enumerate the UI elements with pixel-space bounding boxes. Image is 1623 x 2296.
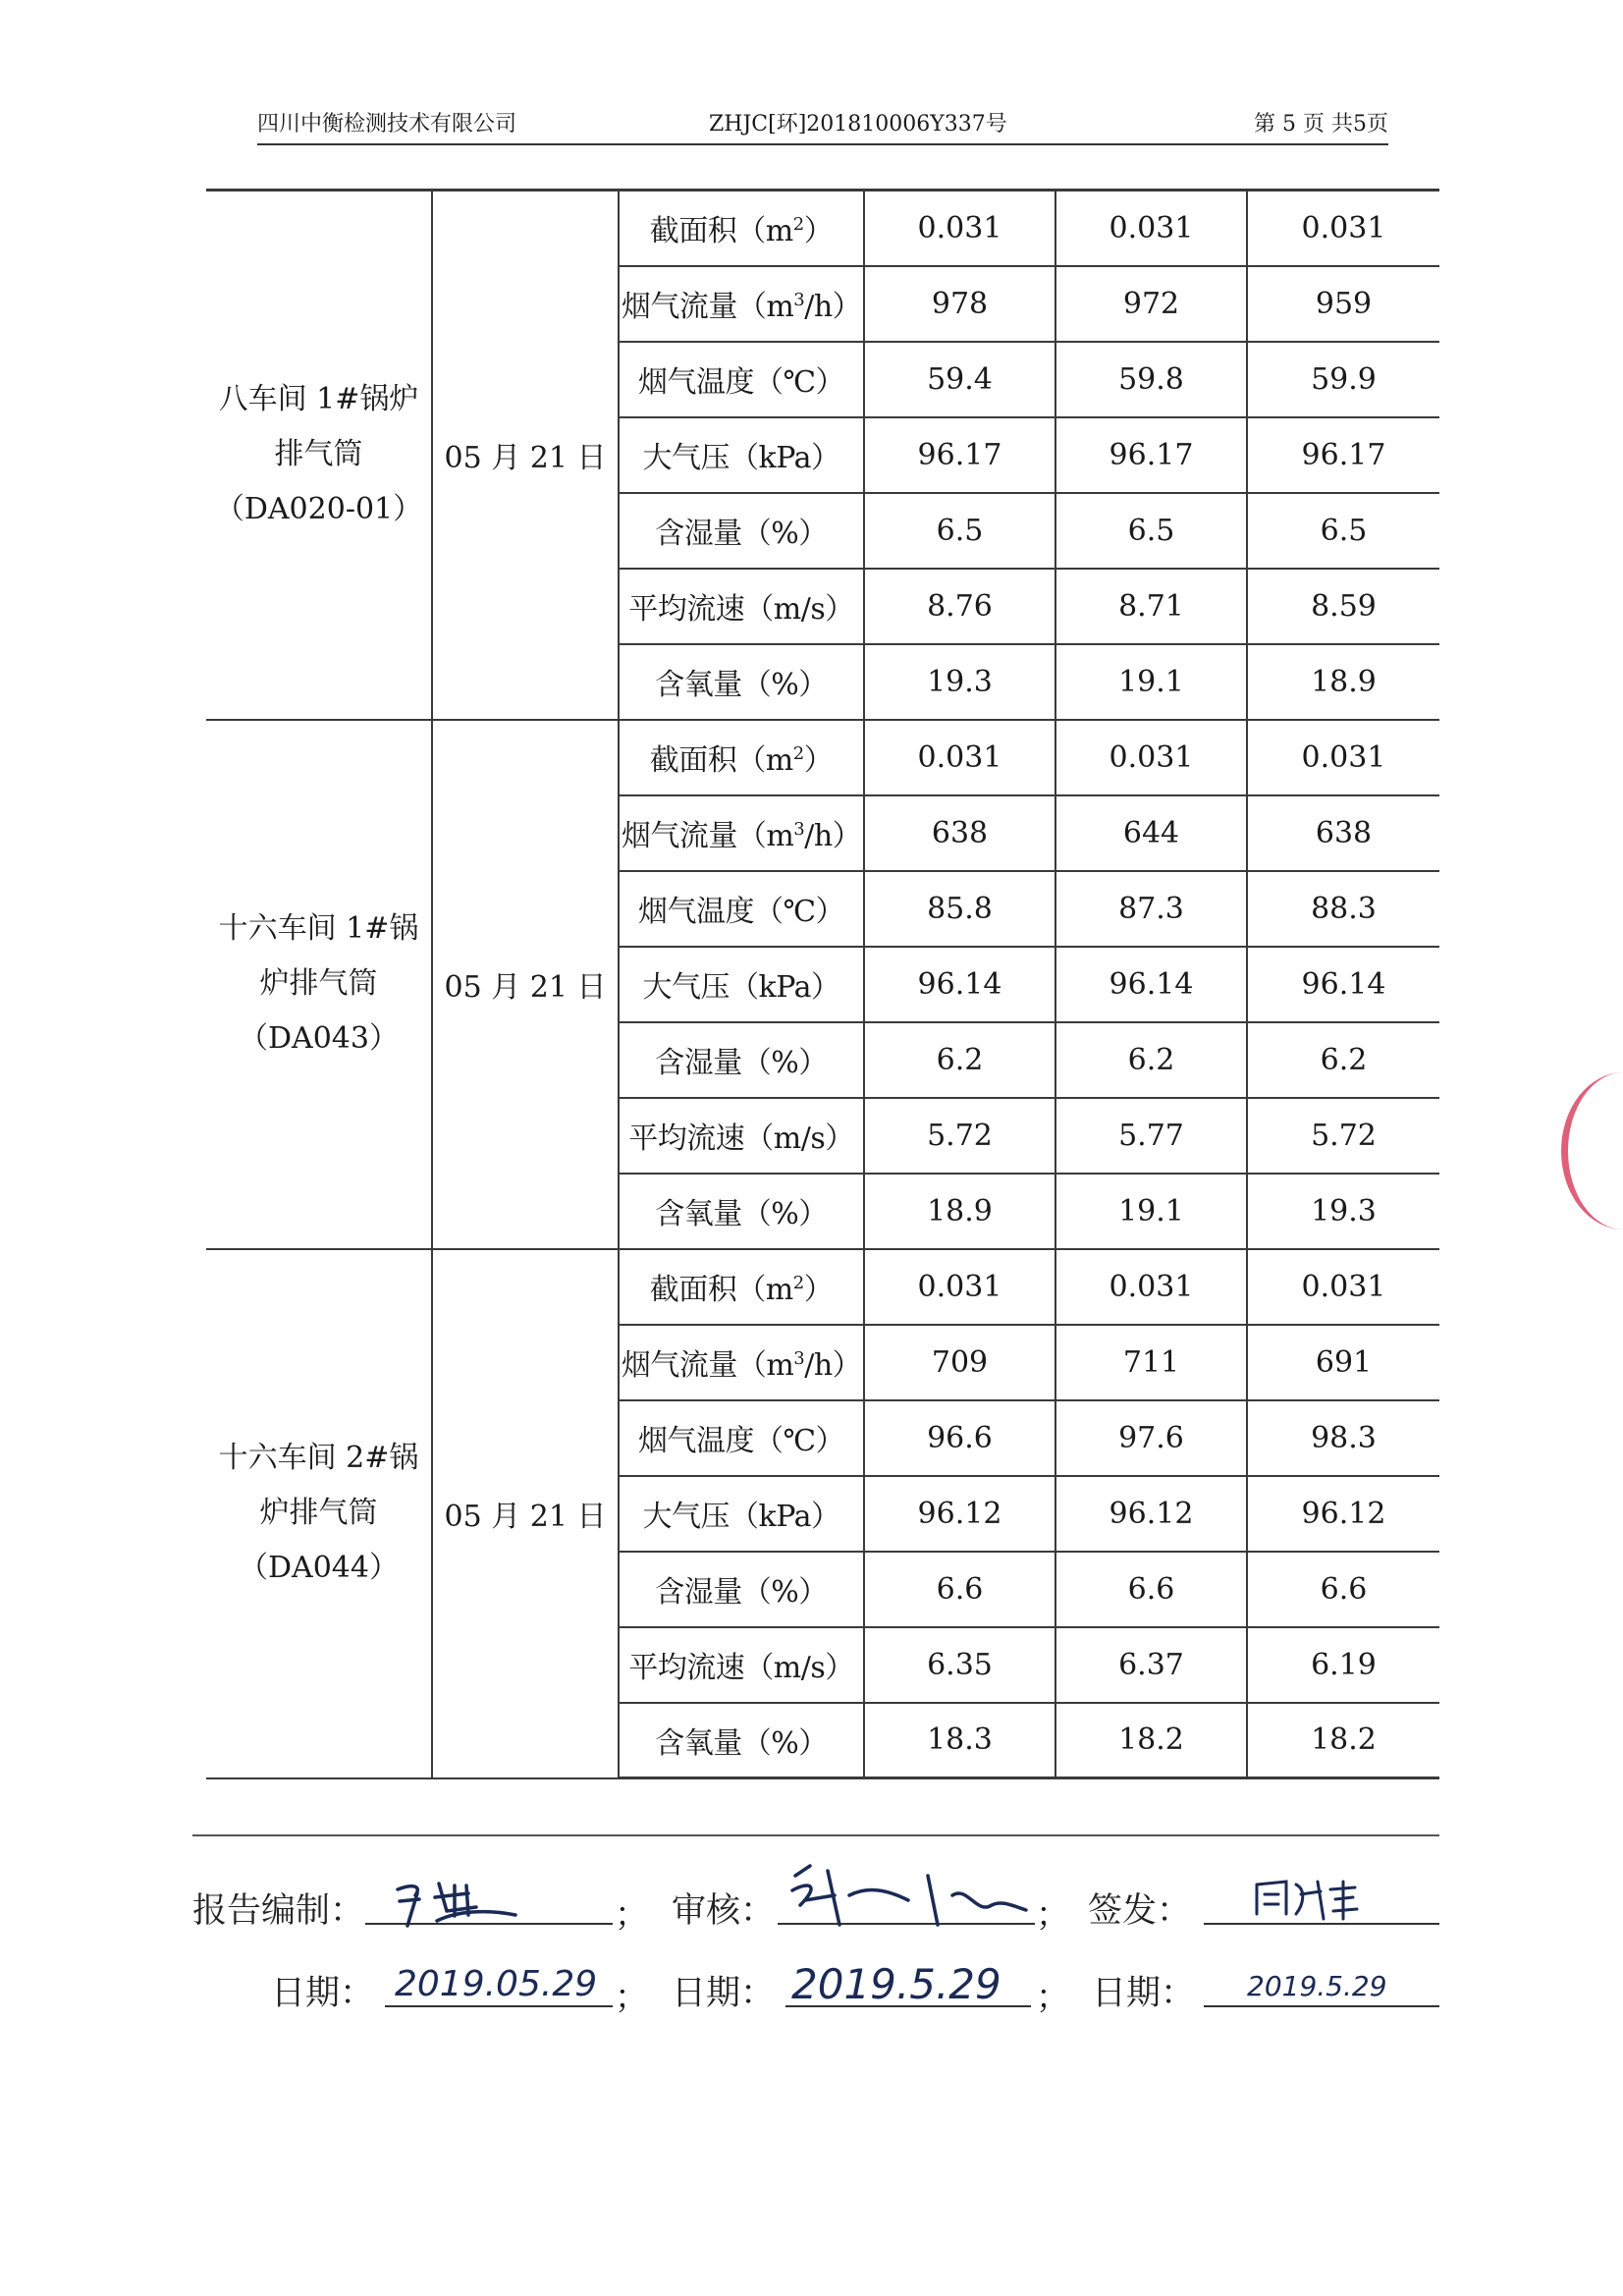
measurement-value: 8.71 <box>1055 569 1247 644</box>
measurement-value: 19.1 <box>1055 644 1247 720</box>
measurement-value: 18.3 <box>864 1703 1055 1778</box>
measurement-value: 0.031 <box>1055 720 1247 795</box>
parameter-label: 烟气流量（m <box>621 1348 794 1383</box>
parameter-name <box>619 1022 864 1098</box>
parameter-name <box>619 1098 864 1174</box>
monitoring-location <box>206 1249 432 1778</box>
parameter-unit-suffix: ） <box>803 214 834 249</box>
parameter-name <box>619 720 864 795</box>
measurement-value: 6.2 <box>1055 1022 1247 1098</box>
separator-3: ； <box>615 1978 648 2017</box>
measurement-value: 6.35 <box>864 1627 1055 1703</box>
reviewed-date-label: 日期： <box>672 1974 776 2013</box>
location-line: 炉排气筒 <box>259 966 378 1001</box>
location-line: 炉排气筒 <box>259 1496 378 1530</box>
measurement-value: 8.59 <box>1247 569 1439 644</box>
parameter-label: 含湿量（%） <box>655 1575 828 1610</box>
table-row <box>206 1249 1439 1325</box>
parameter-name <box>619 191 864 266</box>
parameter-unit-exponent: 2 <box>792 743 804 764</box>
parameter-label: 烟气流量（m <box>621 290 794 324</box>
measurement-value: 0.031 <box>864 1249 1055 1325</box>
parameter-name <box>619 1249 864 1325</box>
parameter-label: 含氧量（%） <box>655 668 828 702</box>
parameter-label: 平均流速（m/s） <box>628 1121 854 1156</box>
parameter-name <box>619 1476 864 1552</box>
measurement-value: 18.2 <box>1055 1703 1247 1778</box>
monitoring-data-table <box>206 189 1439 1779</box>
page-header <box>257 108 1388 145</box>
parameter-label: 烟气温度（℃） <box>637 365 845 400</box>
parameter-label: 大气压（kPa） <box>642 1500 840 1534</box>
parameter-name <box>619 1703 864 1778</box>
measurement-value: 711 <box>1055 1325 1247 1400</box>
measurement-value: 96.12 <box>1247 1476 1439 1552</box>
issued-date-label: 日期： <box>1092 1974 1196 2013</box>
location-line: 八车间 1#锅炉 <box>218 382 419 417</box>
issued-date: 2019.5.29 <box>1247 1970 1387 2002</box>
measurement-value: 85.8 <box>864 871 1055 947</box>
table-row <box>206 720 1439 795</box>
parameter-unit-suffix: /h） <box>804 819 862 853</box>
measurement-value: 6.2 <box>1247 1022 1439 1098</box>
measurement-value: 6.6 <box>1247 1552 1439 1627</box>
measurement-value: 6.2 <box>864 1022 1055 1098</box>
location-line: （DA043） <box>239 1021 399 1056</box>
reviewed-label: 审核： <box>672 1891 776 1931</box>
measurement-value: 98.3 <box>1247 1400 1439 1476</box>
measurement-value: 0.031 <box>1247 191 1439 266</box>
measurement-value: 644 <box>1055 795 1247 871</box>
parameter-label: 含湿量（%） <box>655 517 828 551</box>
parameter-name <box>619 493 864 569</box>
parameter-label: 大气压（kPa） <box>642 441 840 475</box>
parameter-label: 烟气流量（m <box>621 819 794 853</box>
measurement-value: 96.17 <box>864 417 1055 493</box>
parameter-name <box>619 417 864 493</box>
parameter-label: 平均流速（m/s） <box>628 1651 854 1685</box>
parameter-name <box>619 342 864 417</box>
issued-label: 签发： <box>1088 1891 1192 1931</box>
measurement-value: 6.19 <box>1247 1627 1439 1703</box>
measurement-value: 18.9 <box>864 1174 1055 1249</box>
compiled-label: 报告编制： <box>192 1891 365 1931</box>
parameter-label: 截面积（m <box>649 214 793 249</box>
measurement-value: 97.6 <box>1055 1400 1247 1476</box>
measurement-value: 709 <box>864 1325 1055 1400</box>
monitoring-location <box>206 720 432 1249</box>
parameter-name <box>619 947 864 1022</box>
measurement-value: 0.031 <box>864 720 1055 795</box>
measurement-value: 691 <box>1247 1325 1439 1400</box>
parameter-unit-exponent: 3 <box>793 819 805 840</box>
measurement-value: 972 <box>1055 266 1247 342</box>
parameter-label: 大气压（kPa） <box>642 970 840 1005</box>
parameter-name <box>619 1552 864 1627</box>
company-name: 四川中衡检测技术有限公司 <box>257 112 517 137</box>
parameter-name <box>619 266 864 342</box>
measurement-value: 18.9 <box>1247 644 1439 720</box>
measurement-value: 19.3 <box>1247 1174 1439 1249</box>
measurement-value: 638 <box>864 795 1055 871</box>
measurement-value: 5.72 <box>864 1098 1055 1174</box>
measurement-value: 18.2 <box>1247 1703 1439 1778</box>
measurement-value: 5.72 <box>1247 1098 1439 1174</box>
parameter-name <box>619 644 864 720</box>
measurement-value: 8.76 <box>864 569 1055 644</box>
parameter-label: 烟气温度（℃） <box>637 895 845 929</box>
parameter-unit-exponent: 2 <box>792 1273 804 1293</box>
measurement-value: 638 <box>1247 795 1439 871</box>
parameter-label: 平均流速（m/s） <box>628 592 854 627</box>
parameter-unit-suffix: ） <box>803 743 834 778</box>
location-line: （DA020-01） <box>214 492 423 527</box>
separator-1: ； <box>615 1895 648 1935</box>
compiled-date-label: 日期： <box>271 1974 375 2013</box>
measurement-value: 959 <box>1247 266 1439 342</box>
measurement-value: 6.6 <box>864 1552 1055 1627</box>
parameter-unit-exponent: 3 <box>793 290 805 310</box>
measurement-value: 96.6 <box>864 1400 1055 1476</box>
parameter-name <box>619 871 864 947</box>
measurement-value: 0.031 <box>1247 720 1439 795</box>
measurement-value: 0.031 <box>1055 191 1247 266</box>
parameter-unit-suffix: ） <box>803 1273 834 1307</box>
measurement-value: 6.37 <box>1055 1627 1247 1703</box>
sampling-date: 05 月 21 日 <box>432 1249 619 1778</box>
monitoring-location <box>206 191 432 720</box>
page-number: 第 5 页 共5页 <box>1254 112 1388 137</box>
measurement-value: 59.9 <box>1247 342 1439 417</box>
measurement-value: 96.14 <box>1247 947 1439 1022</box>
parameter-unit-exponent: 3 <box>793 1348 805 1369</box>
table-row <box>206 191 1439 266</box>
location-line: 排气筒 <box>274 437 363 472</box>
parameter-name <box>619 1400 864 1476</box>
parameter-unit-suffix: /h） <box>804 1348 862 1383</box>
parameter-label: 截面积（m <box>649 743 793 778</box>
stamp-mark <box>1561 1072 1623 1230</box>
measurement-value: 96.14 <box>1055 947 1247 1022</box>
measurement-value: 978 <box>864 266 1055 342</box>
signature-divider <box>192 1834 1439 1836</box>
measurement-value: 19.3 <box>864 644 1055 720</box>
location-line: 十六车间 1#锅 <box>218 911 419 946</box>
parameter-name <box>619 1174 864 1249</box>
reviewed-date: 2019.5.29 <box>791 1960 1001 2008</box>
location-line: （DA044） <box>239 1551 399 1585</box>
sampling-date: 05 月 21 日 <box>432 191 619 720</box>
measurement-value: 59.8 <box>1055 342 1247 417</box>
separator-2: ； <box>1036 1895 1069 1935</box>
sampling-date: 05 月 21 日 <box>432 720 619 1249</box>
issued-signature <box>1247 1870 1365 1929</box>
parameter-name <box>619 1627 864 1703</box>
parameter-name <box>619 795 864 871</box>
measurement-value: 6.5 <box>864 493 1055 569</box>
location-line: 十六车间 2#锅 <box>218 1441 419 1475</box>
parameter-name <box>619 569 864 644</box>
measurement-value: 96.17 <box>1247 417 1439 493</box>
separator-4: ； <box>1036 1978 1069 2017</box>
measurement-value: 0.031 <box>1055 1249 1247 1325</box>
measurement-value: 88.3 <box>1247 871 1439 947</box>
parameter-name <box>619 1325 864 1400</box>
parameter-label: 含氧量（%） <box>655 1725 828 1761</box>
measurement-value: 96.12 <box>864 1476 1055 1552</box>
measurement-value: 59.4 <box>864 342 1055 417</box>
parameter-unit-exponent: 2 <box>792 214 804 236</box>
measurement-value: 0.031 <box>1247 1249 1439 1325</box>
parameter-unit-suffix: /h） <box>804 290 862 324</box>
measurement-value: 19.1 <box>1055 1174 1247 1249</box>
compiled-signature <box>378 1872 555 1931</box>
report-number: ZHJC[环]201810006Y337号 <box>709 112 1007 137</box>
measurement-value: 96.14 <box>864 947 1055 1022</box>
parameter-label: 烟气温度（℃） <box>637 1424 845 1458</box>
parameter-label: 含氧量（%） <box>655 1197 828 1231</box>
parameter-label: 截面积（m <box>649 1273 793 1307</box>
reviewed-signature <box>781 1856 1036 1935</box>
measurement-value: 6.5 <box>1055 493 1247 569</box>
measurement-value: 87.3 <box>1055 871 1247 947</box>
measurement-value: 96.17 <box>1055 417 1247 493</box>
measurement-value: 6.6 <box>1055 1552 1247 1627</box>
measurement-value: 0.031 <box>864 191 1055 266</box>
measurement-value: 6.5 <box>1247 493 1439 569</box>
measurement-value: 96.12 <box>1055 1476 1247 1552</box>
parameter-label: 含湿量（%） <box>655 1046 828 1080</box>
compiled-date: 2019.05.29 <box>395 1964 598 2004</box>
measurement-value: 5.77 <box>1055 1098 1247 1174</box>
